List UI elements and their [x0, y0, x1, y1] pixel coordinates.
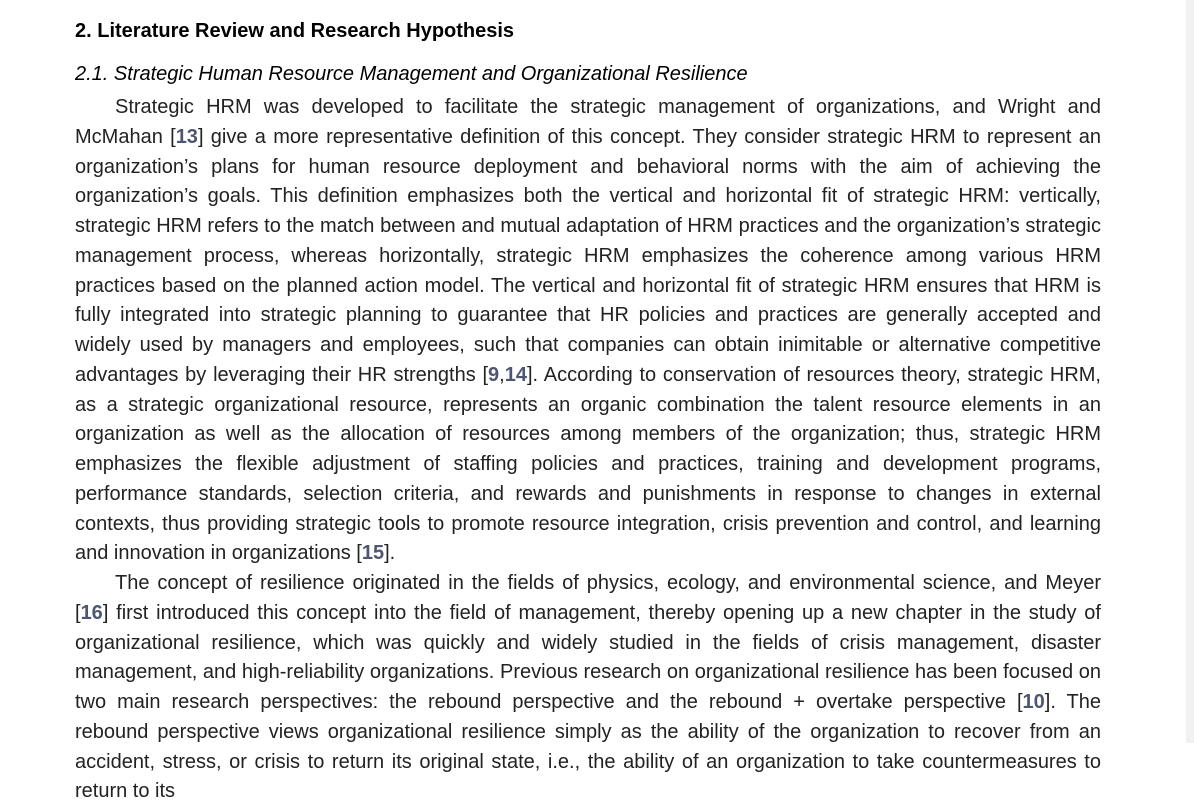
page-scrollbar[interactable]	[1186, 0, 1194, 743]
citation-separator: ,	[499, 363, 505, 386]
paragraph-text: The concept of resilience originated in the fields of physics, ecology, and environmental science, and Meyer [	[75, 572, 1101, 624]
paragraph-text: ]. According to conservation of resources theory, strategic HRM, as a strategic organizational resource, represents an organic combination the talent resource elements in an organization as well as the allocation of resources among members of the organization; thus, strategic HRM emphasizes the flexible adjustment of staffing policies and practices, training and development programs, performance standards, selection criteria, and rewards and punishments in response to changes in external contexts, thus providing strategic tools to promote resource integration, crisis prevention and control, and learning and innovation in organizations [	[75, 363, 1101, 565]
citation-link-13[interactable]: 13	[175, 125, 198, 148]
citation-link-9[interactable]: 9	[488, 363, 500, 386]
paragraph-organizational-resilience	[75, 569, 1101, 807]
citation-link-14[interactable]: 14	[504, 363, 527, 386]
paragraph-text: Strategic HRM was developed to facilitate the strategic management of organizations, and Wright and McMahan [	[75, 96, 1101, 148]
paragraph-text: ].	[384, 542, 396, 565]
citation-link-15[interactable]: 15	[361, 542, 385, 565]
article-body	[75, 16, 1101, 807]
paragraph-text: ]. The rebound perspective views organizational resilience simply as the ability of the organization to recover from an accident, stress, or crisis to return its original state, i.e., the ability of an organization to take countermeasures to return to its	[75, 691, 1101, 803]
subsection-title: 2.1. Strategic Human Resource Management and Organizational Resilience	[75, 63, 748, 85]
citation-link-10[interactable]: 10	[1022, 691, 1045, 713]
paragraph-strategic-hrm	[75, 93, 1101, 569]
paragraph-text: ] first introduced this concept into the field of management, thereby opening up a new chapter in the study of organizational resilience, which was quickly and widely studied in the fields of crisis management, disaster management, and high-reliability organizations. Previous research on organizational resilience has been focused on two main research perspectives: the rebound perspective and the rebound + overtake perspective [	[75, 601, 1101, 713]
citation-link-16[interactable]: 16	[80, 601, 103, 624]
paragraph-text: ] give a more representative definition of this concept. They consider strategic HRM to represent an organization’s plans for human resource deployment and behavioral norms with the aim of achieving the organization’s goals. This definition emphasizes both the vertical and horizontal fit of strategic HRM: vertically, strategic HRM refers to the match between and mutual adaptation of HRM practices and the organization’s strategic management process, whereas horizontally, strategic HRM emphasizes the coherence among various HRM practices based on the planned action model. The vertical and horizontal fit of strategic HRM ensures that HRM is fully integrated into strategic planning to guarantee that HR policies and practices are generally accepted and widely used by managers and employees, such that companies can obtain inimitable or alternative competitive advantages by leveraging their HR strengths [	[75, 125, 1101, 386]
section-title: 2. Literature Review and Research Hypothesis	[75, 20, 515, 42]
